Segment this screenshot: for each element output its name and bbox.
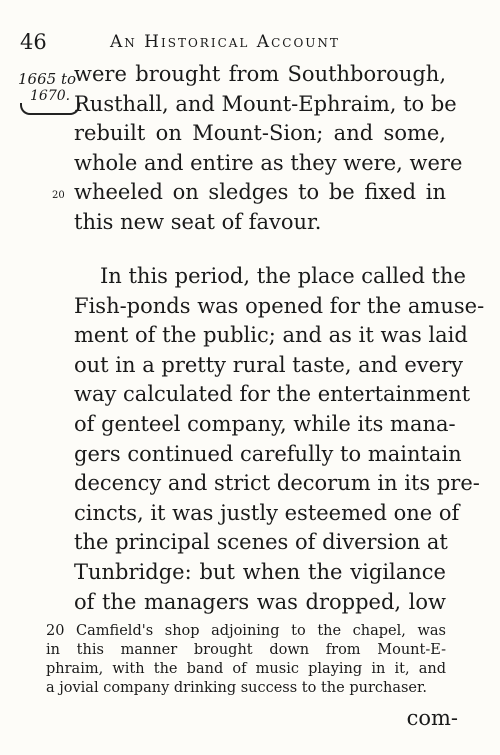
paragraph-line: the principal scenes of diversion at bbox=[74, 530, 448, 555]
margin-brace bbox=[20, 103, 80, 115]
paragraph-line: cincts, it was justly esteemed one of bbox=[74, 500, 460, 525]
page-header bbox=[20, 30, 460, 58]
catchword: com- bbox=[406, 706, 458, 730]
footnote-line: in this manner brought down from Mount-E- bbox=[46, 642, 446, 658]
footnote bbox=[46, 622, 446, 698]
paragraph-line: Tunbridge: but when the vigilance bbox=[74, 559, 446, 584]
paragraph-line: In this period, the place called the bbox=[100, 264, 466, 288]
paragraph-line: gers continued carefully to maintain bbox=[74, 441, 462, 466]
footnote-line: 20 Camfield's shop adjoining to the chapel, was bbox=[46, 623, 446, 639]
margin-note-year-end: 1670. bbox=[30, 88, 71, 104]
paragraph-2 bbox=[74, 262, 485, 617]
paragraph-line: of the managers was dropped, low bbox=[74, 589, 446, 614]
paragraph-line: decency and strict decorum in its pre- bbox=[74, 471, 480, 496]
footnote-line: a jovial company drinking success to the purchaser. bbox=[46, 680, 427, 696]
paragraph-line: way calculated for the entertainment bbox=[74, 382, 471, 407]
footnote-reference-marker: 20 bbox=[52, 190, 65, 201]
margin-note-year-start: 1665 to bbox=[18, 70, 77, 88]
paragraph-line: ment of the public; and as it was laid bbox=[74, 323, 468, 348]
running-head: An Historical Account bbox=[110, 32, 340, 52]
footnote-line: phraim, with the band of music playing in it, and bbox=[46, 661, 446, 677]
paragraph-line: this new seat of favour. bbox=[74, 209, 322, 234]
paragraph-line: Rusthall, and Mount-Ephraim, to be bbox=[74, 91, 457, 116]
paragraph-line: out in a pretty rural taste, and every bbox=[74, 352, 463, 377]
paragraph-line: rebuilt on Mount-Sion; and some, bbox=[74, 121, 446, 146]
paragraph-line: wheeled on sledges to be fixed in bbox=[74, 180, 446, 205]
page-number: 46 bbox=[20, 30, 47, 54]
paragraph-line: were brought from Southborough, bbox=[74, 62, 446, 86]
paragraph-line: whole and entire as they were, were bbox=[74, 150, 463, 175]
paragraph-line: of genteel company, while its mana- bbox=[74, 411, 456, 436]
paragraph-line: Fish-ponds was opened for the amuse- bbox=[74, 293, 485, 318]
paragraph-1 bbox=[74, 60, 463, 238]
